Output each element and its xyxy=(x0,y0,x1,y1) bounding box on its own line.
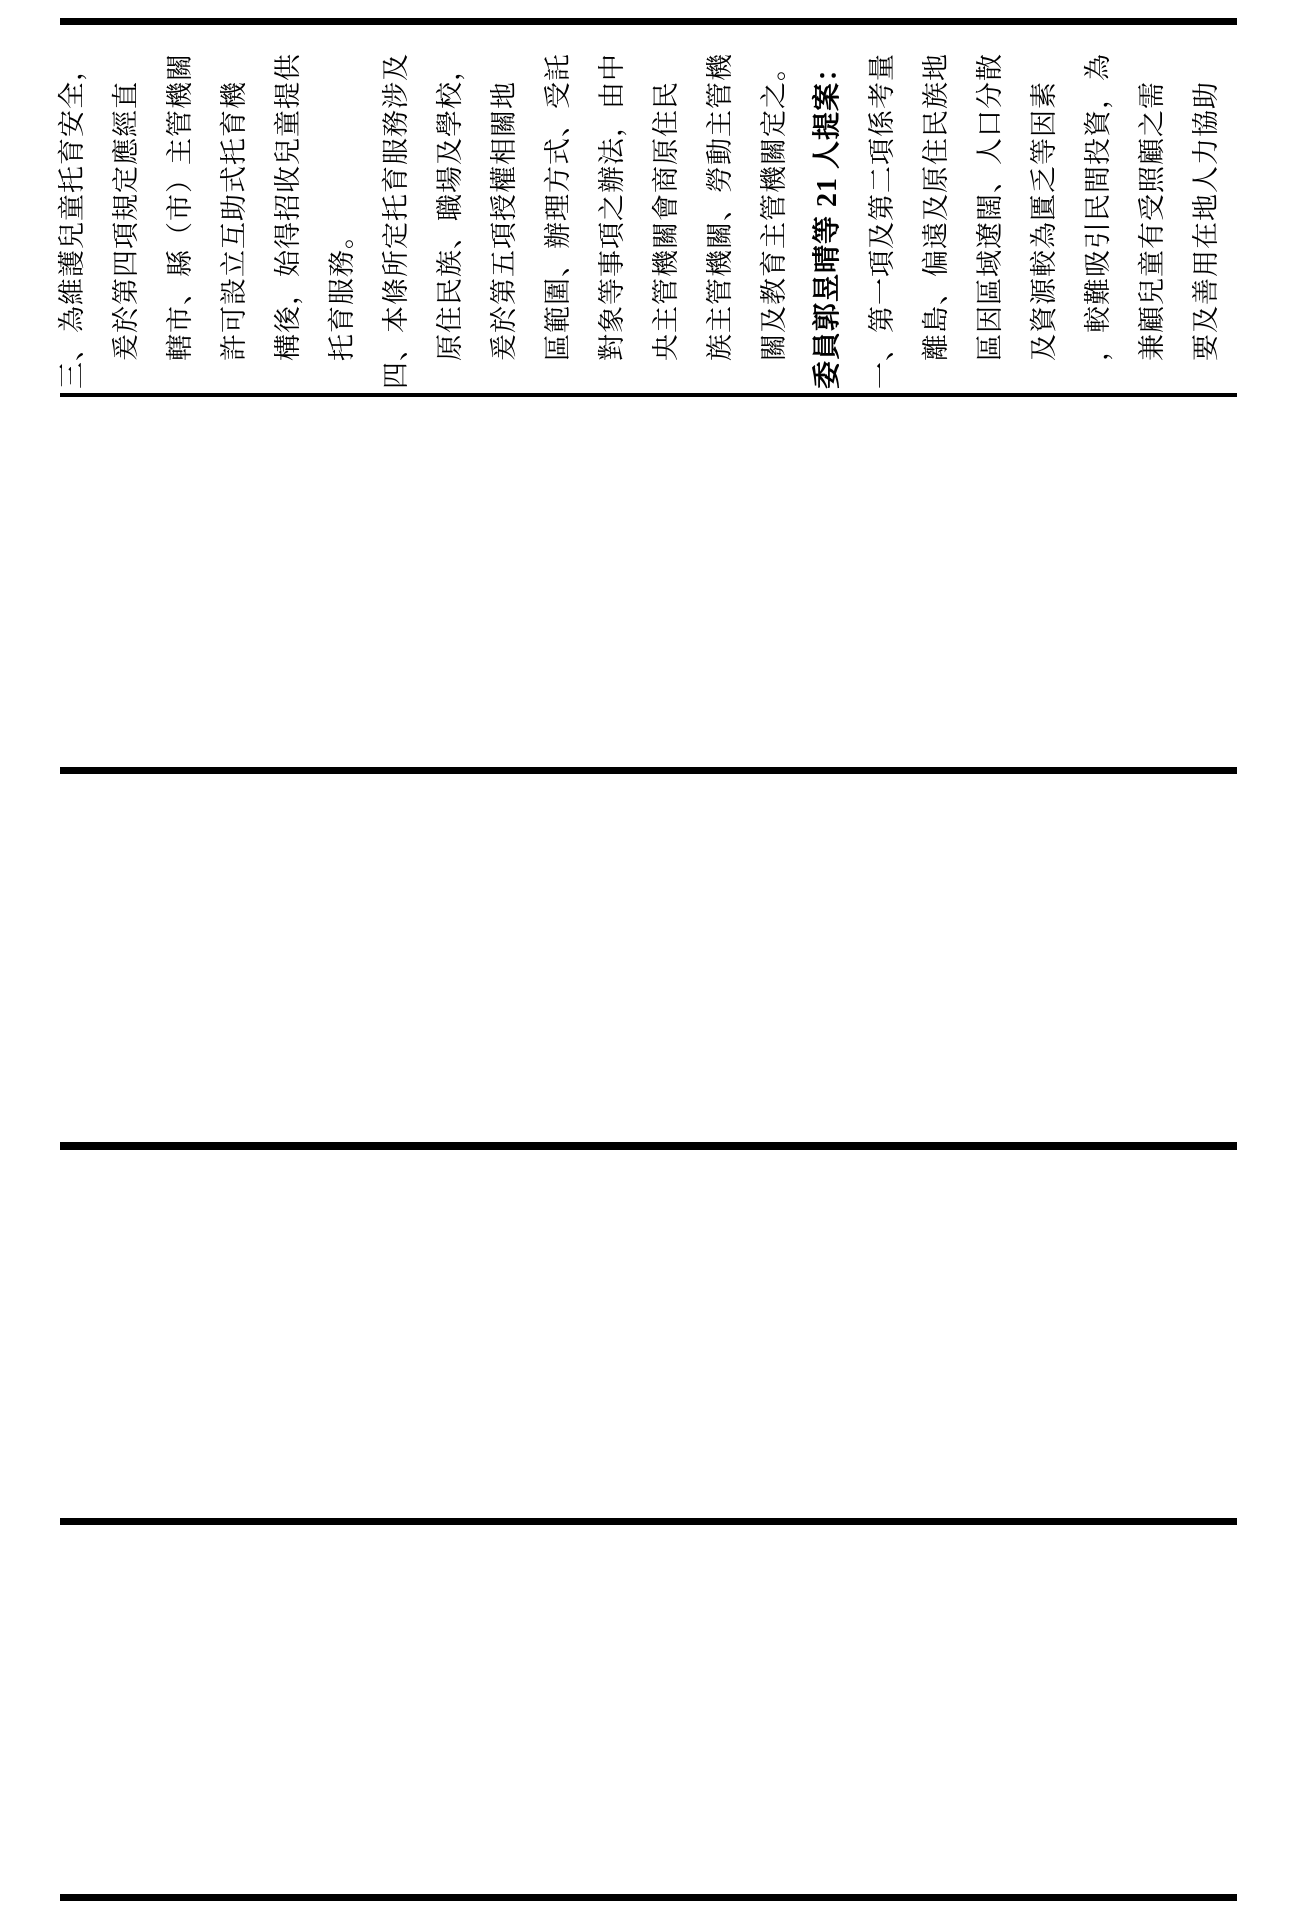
table-rule xyxy=(60,1518,1237,1525)
table-rule xyxy=(60,1142,1237,1150)
text-line: 央主管機關會商原住民 xyxy=(651,81,681,361)
text-line: 三、為維護兒童托育安全， xyxy=(57,53,87,389)
text-line: 一、第一項及第二項係考量 xyxy=(867,53,897,389)
text-line: 四、本條所定托育服務涉及 xyxy=(381,53,411,389)
text-line: 族主管機關、勞動主管機 xyxy=(705,53,735,361)
text-line: 托育服務。 xyxy=(327,221,357,361)
text-line: 關及教育主管機關定之。 xyxy=(759,53,789,361)
text-line: 離島、偏遠及原住民族地 xyxy=(921,53,951,361)
text-line: 要及善用在地人力協助 xyxy=(1191,81,1221,361)
table-rule xyxy=(60,18,1237,25)
text-line: 爰於第四項規定應經直 xyxy=(111,81,141,361)
proposal-heading-line: 委員郭昱晴等 21 人提案： xyxy=(812,52,843,389)
text-line: 構後，始得招收兒童提供 xyxy=(273,53,303,361)
table-rule xyxy=(60,393,1237,397)
text-line: 兼顧兒童有受照顧之需 xyxy=(1137,81,1167,361)
table-rule xyxy=(60,767,1237,774)
text-line: ，較難吸引民間投資，為 xyxy=(1083,53,1113,361)
text-line: 對象等事項之辦法，由中 xyxy=(597,53,627,361)
rotated-text-block xyxy=(45,25,1233,389)
text-line: 區因區域遼闊、人口分散 xyxy=(975,53,1005,361)
text-line: 及資源較為匱乏等因素 xyxy=(1029,81,1059,361)
text-line: 爰於第五項授權相關地 xyxy=(489,81,519,361)
text-line: 原住民族、職場及學校， xyxy=(435,53,465,361)
table-rule xyxy=(60,1894,1237,1901)
text-line: 區範圍、辦理方式、受託 xyxy=(543,53,573,361)
text-line: 許可設立互助式托育機 xyxy=(219,81,249,361)
text-line: 轄市、縣（市）主管機關 xyxy=(165,53,195,361)
